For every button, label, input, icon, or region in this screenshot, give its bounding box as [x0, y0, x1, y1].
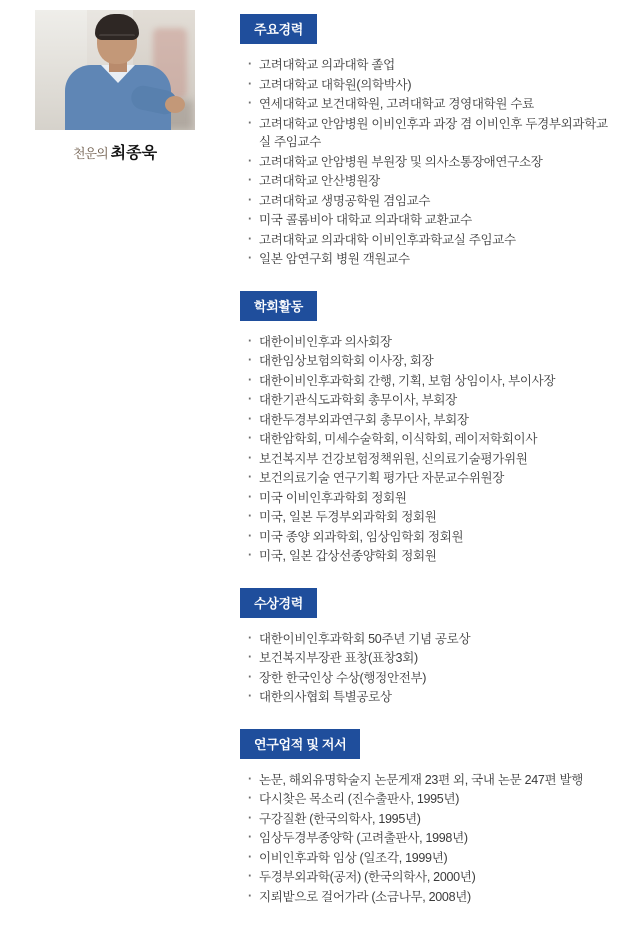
list-item: · 고려대학교 안암병원 부원장 및 의사소통장애연구소장 — [248, 153, 610, 172]
section-career-body — [240, 56, 610, 269]
profile-caption — [0, 140, 230, 163]
section-awards — [240, 588, 610, 707]
profile-caption-prefix: 천운의 — [72, 147, 108, 162]
section-society-activity — [240, 291, 610, 566]
list-item: · 보건의료기술 연구기획 평가단 자문교수위원장 — [248, 469, 610, 488]
list-item: · 대한암학회, 미세수술학회, 이식학회, 레이저학회이사 — [248, 430, 610, 449]
list-item: · 장한 한국인상 수상(행정안전부) — [248, 669, 610, 688]
list-item: · 보건복지부장관 표창(표창3회) — [248, 649, 610, 668]
section-career — [240, 14, 610, 269]
cv-content — [240, 14, 610, 928]
list-item: · 고려대학교 의과대학 졸업 — [248, 56, 610, 75]
list-item: · 고려대학교 안산병원장 — [248, 172, 610, 191]
section-publications-title: 연구업적 및 저서 — [240, 729, 360, 759]
list-item: · 연세대학교 보건대학원, 고려대학교 경영대학원 수료 — [248, 95, 610, 114]
portrait-glasses — [99, 34, 135, 45]
list-item: · 대한이비인후과학회 50주년 기념 공로상 — [248, 630, 610, 649]
profile-block — [0, 10, 230, 163]
section-society-activity-body — [240, 333, 610, 566]
section-career-title: 주요경력 — [240, 14, 317, 44]
list-item: · 일본 암연구회 병원 객원교수 — [248, 250, 610, 269]
awards-list — [248, 630, 610, 707]
list-item: · 두경부외과학(공저) (한국의학사, 2000년) — [248, 868, 610, 887]
list-item: · 미국 콜롬비아 대학교 의과대학 교환교수 — [248, 211, 610, 230]
list-item: · 임상두경부종양학 (고려출판사, 1998년) — [248, 829, 610, 848]
list-item: · 논문, 해외유명학술지 논문게재 23편 외, 국내 논문 247편 발행 — [248, 771, 610, 790]
list-item: · 대한의사협회 특별공로상 — [248, 688, 610, 707]
list-item: · 미국 종양 외과학회, 임상임학회 정회원 — [248, 528, 610, 547]
section-publications — [240, 729, 610, 907]
section-society-activity-title: 학회활동 — [240, 291, 317, 321]
list-item: · 이비인후과학 임상 (일조각, 1999년) — [248, 849, 610, 868]
list-item: · 고려대학교 생명공학원 겸임교수 — [248, 192, 610, 211]
list-item: · 미국, 일본 갑상선종양학회 정회원 — [248, 547, 610, 566]
doctor-portrait-photo — [35, 10, 195, 130]
list-item: · 고려대학교 의과대학 이비인후과학교실 주임교수 — [248, 231, 610, 250]
list-item: · 대한이비인후과 의사회장 — [248, 333, 610, 352]
list-item: · 고려대학교 대학원(의학박사) — [248, 76, 610, 95]
list-item: · 대한두경부외과연구회 총무이사, 부회장 — [248, 411, 610, 430]
career-list — [248, 56, 610, 269]
profile-name: 최종욱 — [110, 145, 158, 162]
section-publications-body — [240, 771, 610, 907]
society-activity-list — [248, 333, 610, 566]
section-awards-body — [240, 630, 610, 707]
list-item: · 구강질환 (한국의학사, 1995년) — [248, 810, 610, 829]
list-item: · 보건복지부 건강보험정책위원, 신의료기술평가위원 — [248, 450, 610, 469]
publications-list — [248, 771, 610, 907]
list-item: · 미국, 일본 두경부외과학회 정회원 — [248, 508, 610, 527]
list-item: · 미국 이비인후과학회 정회원 — [248, 489, 610, 508]
portrait-hand — [165, 96, 185, 113]
list-item: · 지뢰밭으로 걸어가라 (소금나무, 2008년) — [248, 888, 610, 907]
list-item: · 대한이비인후과학회 간행, 기획, 보험 상임이사, 부이사장 — [248, 372, 610, 391]
section-awards-title: 수상경력 — [240, 588, 317, 618]
list-item: · 대한임상보험의학회 이사장, 회장 — [248, 352, 610, 371]
list-item: · 다시찾은 목소리 (진수출판사, 1995년) — [248, 790, 610, 809]
list-item: · 고려대학교 안암병원 이비인후과 과장 겸 이비인후 두경부외과학교실 주임교수 — [248, 115, 610, 152]
list-item: · 대한기관식도과학회 총무이사, 부회장 — [248, 391, 610, 410]
